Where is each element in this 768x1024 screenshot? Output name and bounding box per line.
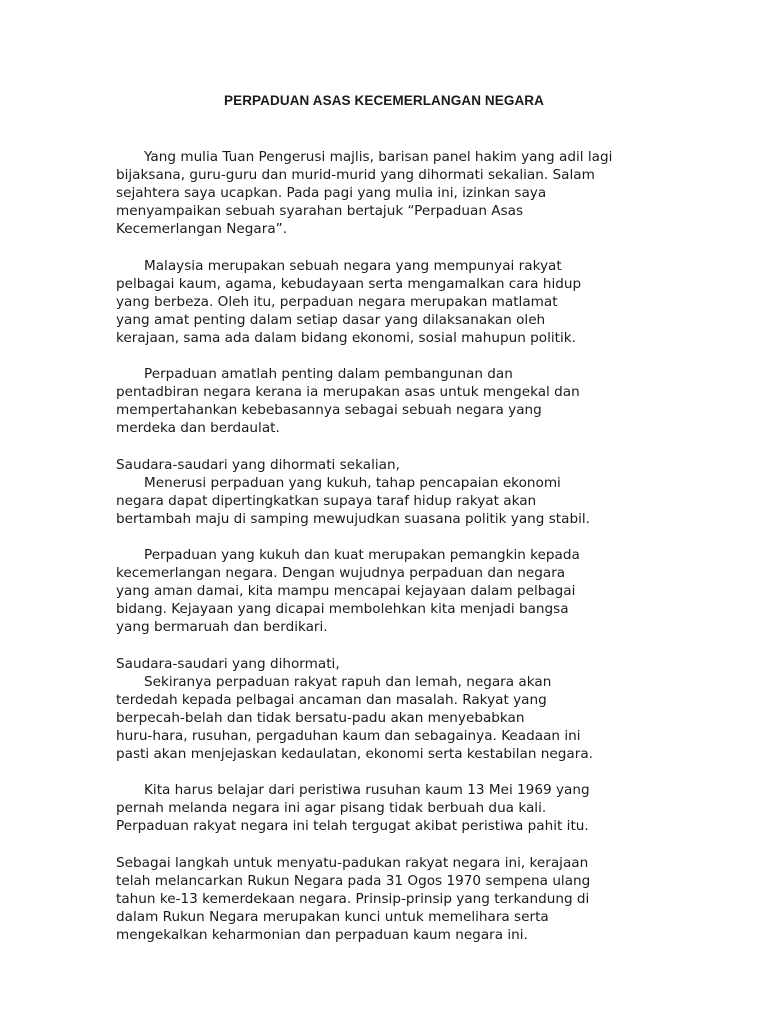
- text-line: Sekiranya perpaduan rakyat rapuh dan lemah, negara akan: [144, 673, 552, 690]
- paragraph-gap: [116, 347, 656, 365]
- paragraph-gap: [116, 763, 656, 781]
- text-line: Perpaduan yang kukuh dan kuat merupakan pemangkin kepada: [144, 547, 580, 564]
- paragraph-gap: [116, 637, 656, 655]
- text-line: Malaysia merupakan sebuah negara yang mempunyai rakyat: [144, 257, 562, 274]
- text-line: Perpaduan amatlah penting dalam pembangunan dan: [144, 366, 513, 383]
- text-line: mempertahankan kebebasannya sebagai sebuah negara yang: [116, 402, 542, 419]
- text-line: terdedah kepada pelbagai ancaman dan masalah. Rakyat yang: [116, 691, 547, 708]
- text-line: mengekalkan keharmonian dan perpaduan kaum negara ini.: [116, 927, 528, 944]
- text-line: pelbagai kaum, agama, kebudayaan serta mengamalkan cara hidup: [116, 275, 582, 292]
- text-line: huru-hara, rusuhan, pergaduhan kaum dan sebagainya. Keadaan ini: [116, 728, 581, 744]
- text-line: bertambah maju di samping mewujudkan suasana politik yang stabil.: [116, 510, 590, 527]
- paragraph-gap: [116, 238, 656, 256]
- text-line: sejahtera saya ucapkan. Pada pagi yang mulia ini, izinkan saya: [116, 185, 547, 202]
- text-line: yang aman damai, kita mampu mencapai kejayaan dalam pelbagai: [116, 583, 576, 600]
- text-line: bijaksana, guru-guru dan murid-murid yang dihormati sekalian. Salam: [116, 167, 595, 184]
- text-line: Kecemerlangan Negara”.: [116, 221, 288, 238]
- paragraph-gap: [116, 836, 656, 854]
- text-line: pernah melanda negara ini agar pisang tidak berbuah dua kali.: [116, 800, 547, 817]
- text-line: kerajaan, sama ada dalam bidang ekonomi, sosial mahupun politik.: [116, 329, 576, 346]
- text-line: yang bermaruah dan berdikari.: [116, 619, 328, 636]
- text-line: berpecah-belah dan tidak bersatu-padu akan menyebabkan: [116, 709, 525, 726]
- paragraph-gap: [116, 438, 656, 456]
- text-line: Saudara-saudari yang dihormati,: [116, 655, 340, 672]
- text-line: pasti akan menjejaskan kedaulatan, ekonomi serta kestabilan negara.: [116, 746, 593, 763]
- text-line: tahun ke-13 kemerdekaan negara. Prinsip-prinsip yang terkandung di: [116, 890, 590, 907]
- text-line: Saudara-saudari yang dihormati sekalian,: [116, 456, 400, 473]
- text-line: Perpaduan rakyat negara ini telah tergugat akibat peristiwa pahit itu.: [116, 818, 589, 835]
- text-line: Sebagai langkah untuk menyatu-padukan rakyat negara ini, kerajaan: [116, 854, 589, 871]
- text-line: pentadbiran negara kerana ia merupakan asas untuk mengekal dan: [116, 384, 580, 401]
- text-line: dalam Rukun Negara merupakan kunci untuk memelihara serta: [116, 908, 549, 925]
- text-line: Yang mulia Tuan Pengerusi majlis, barisan panel hakim yang adil lagi: [144, 149, 613, 165]
- text-line: bidang. Kejayaan yang dicapai membolehkan kita menjadi bangsa: [116, 601, 569, 618]
- paragraph-gap: [116, 528, 656, 546]
- text-line: yang amat penting dalam setiap dasar yang dilaksanakan oleh: [116, 311, 546, 328]
- text-line: menyampaikan sebuah syarahan bertajuk “Perpaduan Asas: [116, 203, 524, 220]
- text-line: telah melancarkan Rukun Negara pada 31 Ogos 1970 sempena ulang: [116, 872, 591, 889]
- text-line: yang berbeza. Oleh itu, perpaduan negara merupakan matlamat: [116, 293, 558, 310]
- text-line: Kita harus belajar dari peristiwa rusuhan kaum 13 Mei 1969 yang: [144, 782, 590, 799]
- document-title: PERPADUAN ASAS KECEMERLANGAN NEGARA: [223, 93, 545, 108]
- text-line: kecemerlangan negara. Dengan wujudnya perpaduan dan negara: [116, 565, 566, 582]
- text-line: Menerusi perpaduan yang kukuh, tahap pencapaian ekonomi: [144, 474, 561, 491]
- text-line: negara dapat dipertingkatkan supaya taraf hidup rakyat akan: [116, 492, 537, 509]
- text-line: merdeka dan berdaulat.: [116, 420, 280, 437]
- document-body: [116, 148, 656, 944]
